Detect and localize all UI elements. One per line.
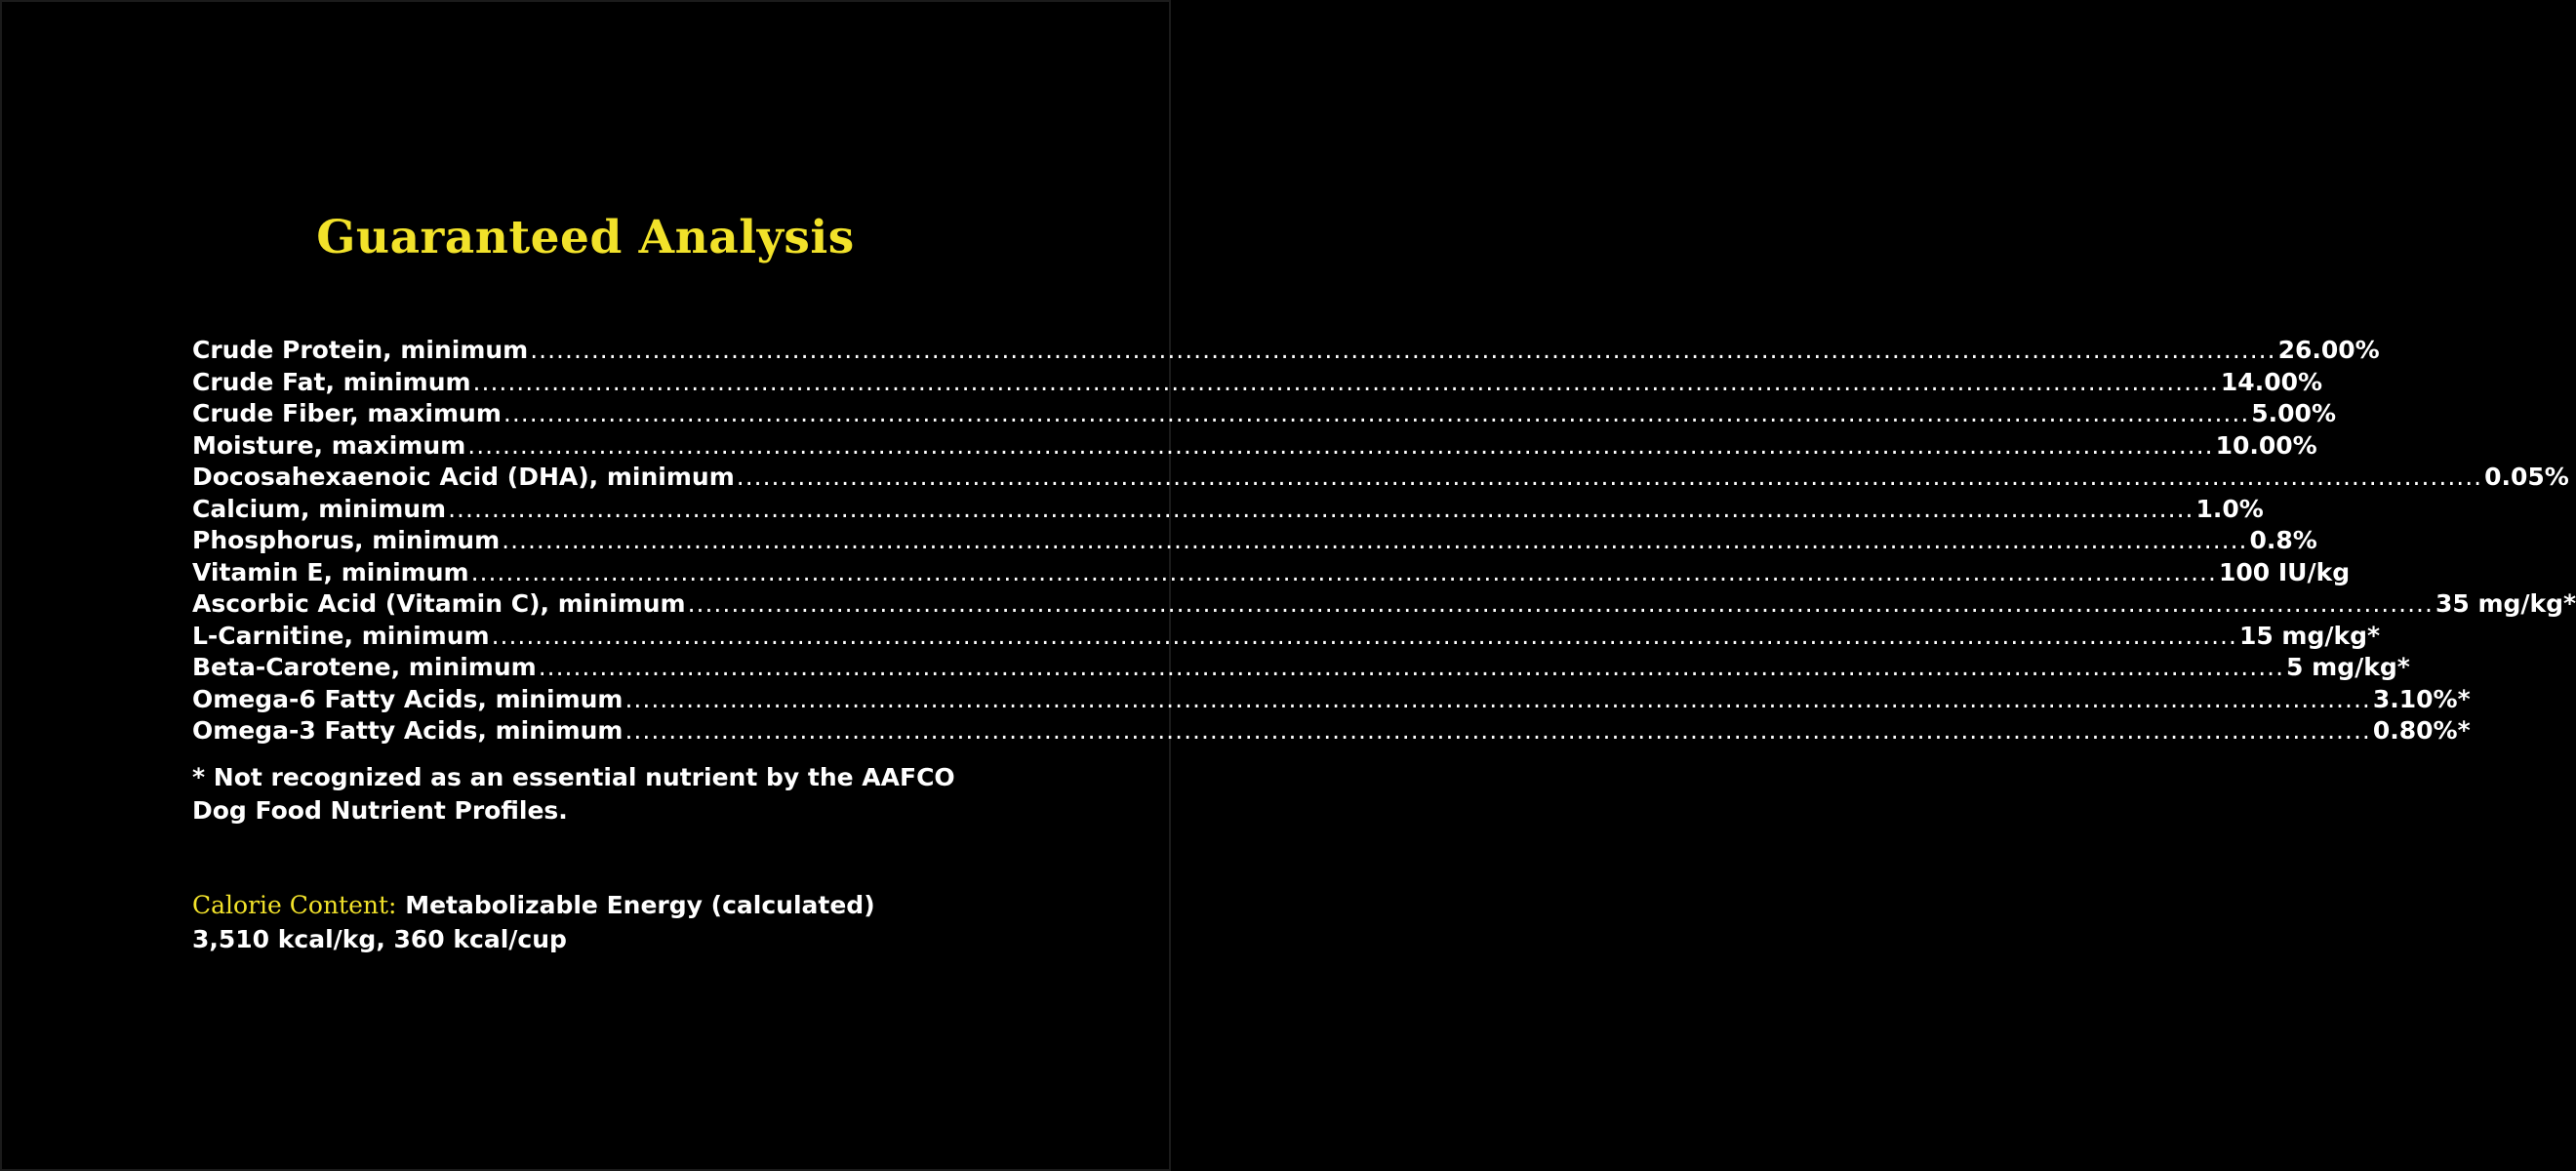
analysis-value: 100 IU/kg [2218, 557, 2351, 586]
analysis-value: 35 mg/kg* [2435, 589, 2576, 618]
analysis-value: 0.80%* [2372, 716, 2471, 745]
guaranteed-analysis-list [192, 335, 2576, 747]
analysis-row [192, 494, 2264, 526]
analysis-value: 1.0% [2195, 494, 2264, 523]
analysis-label: Calcium, minimum [192, 494, 447, 523]
analysis-row [192, 335, 2380, 367]
dot-leader: ........................................................................................................................................................................................................ [736, 463, 2483, 491]
analysis-label: Moisture, maximum [192, 430, 466, 460]
dot-leader: ........................................................................................................................................................................................................ [624, 716, 2371, 745]
analysis-row [192, 430, 2317, 463]
calorie-content [192, 888, 973, 956]
calorie-line-1 [192, 888, 973, 922]
page-title: Guaranteed Analysis [316, 211, 855, 264]
analysis-value: 0.8% [2249, 526, 2317, 554]
dot-leader: ........................................................................................................................................................................................................ [472, 367, 2219, 396]
analysis-label: Crude Fiber, maximum [192, 399, 502, 427]
analysis-row [192, 684, 2471, 716]
analysis-value: 0.05% [2484, 463, 2569, 491]
analysis-label: Crude Fat, minimum [192, 367, 471, 396]
analysis-value: 5.00% [2251, 399, 2336, 427]
calorie-content-label: Calorie Content: [192, 891, 397, 919]
calorie-line-2: 3,510 kcal/kg, 360 kcal/cup [192, 925, 567, 953]
analysis-row [192, 715, 2471, 747]
dot-leader: ........................................................................................................................................................................................................ [687, 589, 2434, 618]
analysis-value: 26.00% [2277, 336, 2380, 364]
analysis-value: 3.10%* [2372, 684, 2471, 713]
analysis-value: 10.00% [2215, 430, 2317, 460]
analysis-value: 15 mg/kg* [2238, 621, 2381, 650]
analysis-row [192, 367, 2323, 399]
analysis-row [192, 588, 2576, 621]
dot-leader: ........................................................................................................................................................................................................ [502, 526, 2248, 554]
analysis-label: Omega-6 Fatty Acids, minimum [192, 684, 624, 713]
analysis-row [192, 398, 2336, 430]
analysis-row [192, 621, 2381, 653]
dot-leader: ........................................................................................................................................................................................................ [467, 430, 2214, 460]
analysis-label: Phosphorus, minimum [192, 526, 501, 554]
dot-leader: ........................................................................................................................................................................................................ [503, 399, 2250, 427]
dot-leader: ........................................................................................................................................................................................................ [491, 621, 2237, 650]
footnote-line-1: * Not recognized as an essential nutrient by the AAFCO [192, 763, 955, 791]
dot-leader: ........................................................................................................................................................................................................ [538, 653, 2285, 681]
analysis-row [192, 462, 2569, 494]
analysis-label: L-Carnitine, minimum [192, 621, 490, 650]
dot-leader: ........................................................................................................................................................................................................ [448, 494, 2194, 523]
analysis-value: 14.00% [2220, 367, 2323, 396]
analysis-label: Omega-3 Fatty Acids, minimum [192, 716, 624, 745]
analysis-label: Beta-Carotene, minimum [192, 653, 537, 681]
analysis-label: Crude Protein, minimum [192, 336, 529, 364]
analysis-label: Ascorbic Acid (Vitamin C), minimum [192, 589, 686, 618]
dot-leader: ........................................................................................................................................................................................................ [624, 684, 2371, 713]
footnote [192, 761, 973, 828]
dot-leader: ........................................................................................................................................................................................................ [470, 557, 2217, 586]
analysis-row [192, 557, 2351, 589]
analysis-label: Vitamin E, minimum [192, 557, 469, 586]
analysis-row [192, 525, 2317, 557]
footnote-line-2: Dog Food Nutrient Profiles. [192, 796, 568, 825]
analysis-value: 5 mg/kg* [2286, 653, 2410, 681]
analysis-row [192, 652, 2410, 684]
analysis-label: Docosahexaenoic Acid (DHA), minimum [192, 463, 735, 491]
dot-leader: ........................................................................................................................................................................................................ [530, 336, 2276, 364]
calorie-line-1-text: Metabolizable Energy (calculated) [405, 891, 875, 919]
